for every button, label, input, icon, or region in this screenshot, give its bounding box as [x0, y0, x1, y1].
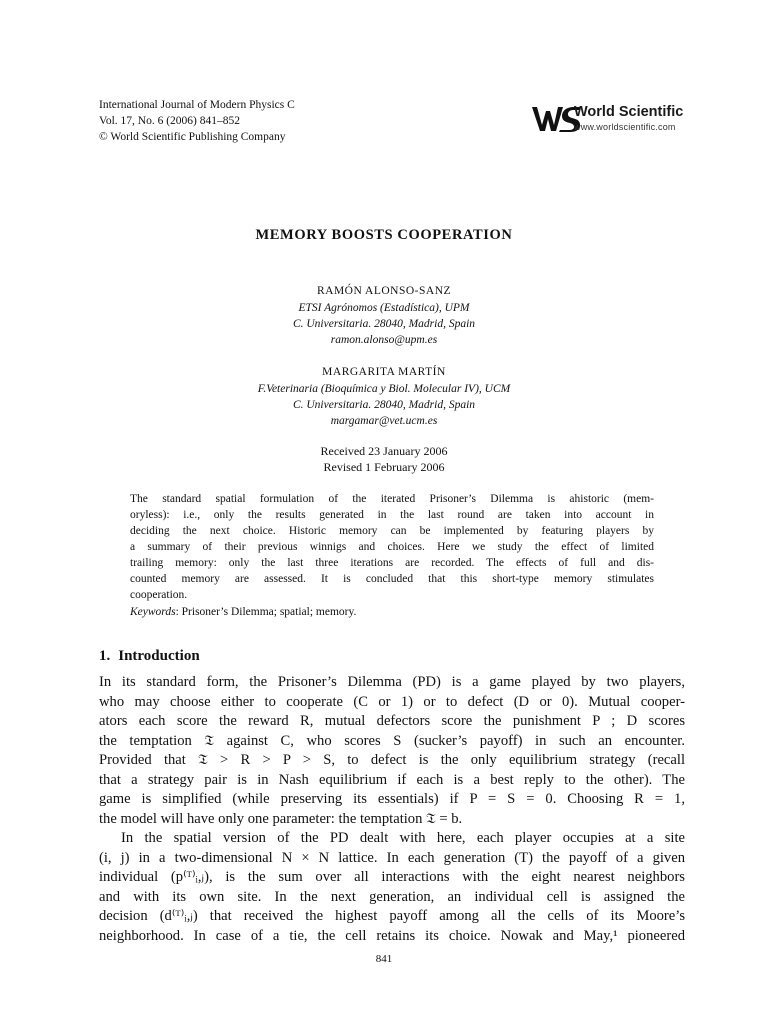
abstract-line: counted memory are assessed. It is concluded that this short-type memory stimulates	[130, 573, 654, 585]
affil-line: F.Veterinaria (Bioquímica y Biol. Molecular IV), UCM	[257, 383, 511, 395]
paper-title: MEMORY BOOSTS COOPERATION	[255, 227, 513, 243]
abstract-line: cooperation.	[130, 589, 188, 601]
keywords	[130, 606, 356, 618]
affil-line: ETSI Agrónomos (Estadística), UPM	[298, 302, 470, 314]
author-affiliation	[0, 300, 768, 348]
journal-info	[99, 97, 295, 145]
body-line: game is simplified (while preserving its essentials) if P = S = 0. Choosing R = 1,	[99, 791, 685, 807]
body-text	[99, 673, 685, 946]
body-line: that a strategy pair is in Nash equilibrium if each is a best reply to the other). The	[99, 771, 685, 788]
body-line: who may choose either to cooperate (C or 1) or to defect (D or 0). Mutual cooper-	[99, 693, 685, 710]
keywords-list: : Prisoner’s Dilemma; spatial; memory.	[175, 606, 357, 618]
abstract-line: deciding the next choice. Historic memory can be implemented by featuring players by	[130, 525, 654, 537]
author-affiliation	[0, 381, 768, 429]
journal-copyright: © World Scientific Publishing Company	[99, 131, 286, 143]
section-number: 1.	[99, 648, 111, 664]
abstract	[130, 491, 654, 603]
abstract-line: trailing memory: only the last three iterations are recorded. The effects of full and dis-	[130, 557, 654, 569]
body-line: the model will have only one parameter: the temptation 𝔗 = b.	[99, 810, 463, 827]
author-name: RAMÓN ALONSO-SANZ	[316, 285, 452, 297]
abstract-line: The standard spatial formulation of the iterated Prisoner’s Dilemma is ahistoric (mem-	[130, 493, 654, 505]
body-line: and with its own site. In the next generation, an individual cell is assigned the	[99, 888, 685, 905]
body-line: In its standard form, the Prisoner’s Dilemma (PD) is a game played by two players,	[99, 674, 685, 690]
section-title: Introduction	[118, 648, 200, 664]
body-line: (i, j) in a two-dimensional N × N lattice. In each generation (T) the payoff of a given	[99, 849, 685, 866]
affil-line: C. Universitaria. 28040, Madrid, Spain	[292, 318, 476, 330]
body-line: ators each score the reward R, mutual defectors score the punishment P ; D scores	[99, 713, 685, 729]
page-number: 841	[375, 953, 393, 965]
affil-line: C. Universitaria. 28040, Madrid, Spain	[292, 399, 476, 411]
body-line: In the spatial version of the PD dealt with here, each player occupies at a site	[121, 830, 685, 846]
body-line: the temptation 𝔗 against C, who scores S (sucker’s payoff) in such an encounter.	[99, 732, 685, 749]
journal-volume: Vol. 17, No. 6 (2006) 841–852	[99, 115, 240, 127]
publisher-name: World Scientific	[574, 104, 684, 120]
body-line: individual (p⁽ᵀ⁾ᵢ,ⱼ), is the sum over all interactions with the eight nearest neighbors	[99, 869, 685, 885]
author-email: ramon.alonso@upm.es	[330, 334, 438, 346]
body-line: decision (d⁽ᵀ⁾ᵢ,ⱼ) that received the highest payoff among all the cells of its Moore’s	[99, 908, 685, 924]
author-email: margamar@vet.ucm.es	[330, 415, 438, 427]
body-line: Provided that 𝔗 > R > P > S, to defect is the only equilibrium strategy (recall	[99, 752, 685, 768]
publisher-url: www.worldscientific.com	[574, 122, 676, 132]
received-date: Received 23 January 2006	[320, 444, 448, 458]
abstract-line: a summary of their previous winnigs and choices. Here we study the effect of limited	[130, 541, 654, 553]
keywords-label: Keywords	[130, 606, 176, 618]
body-line: neighborhood. In case of a tie, the cell retains its choice. Nowak and May,¹ pioneered	[99, 927, 685, 944]
section-heading	[99, 648, 208, 665]
abstract-line: oryless): i.e., only the results generated in the last round are taken into account in	[130, 509, 654, 521]
revised-date: Revised 1 February 2006	[323, 460, 445, 474]
author-name: MARGARITA MARTÍN	[322, 366, 446, 378]
journal-name: International Journal of Modern Physics C	[99, 99, 295, 111]
